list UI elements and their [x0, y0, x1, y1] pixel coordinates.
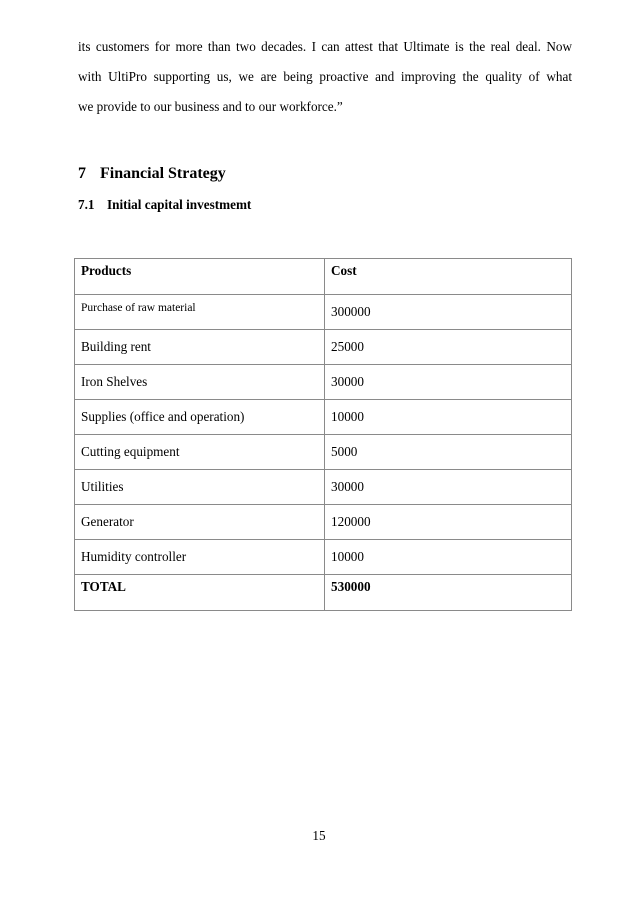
cost-cell: 300000 — [325, 295, 572, 330]
paragraph-line: its customers for more than two decades. I can attest that Ultimate is the real deal. Now — [78, 39, 572, 54]
total-label: TOTAL — [75, 575, 325, 611]
paragraph-line: we provide to our business and to our workforce.” — [78, 99, 343, 114]
table-row — [75, 295, 572, 330]
page-number: 15 — [312, 828, 326, 843]
product-cell: Purchase of raw material — [75, 295, 325, 330]
header-products: Products — [75, 259, 325, 295]
section-number: 7 — [78, 165, 86, 182]
table-row — [75, 505, 572, 540]
table-row — [75, 330, 572, 365]
cost-cell: 30000 — [325, 470, 572, 505]
product-cell: Utilities — [75, 470, 325, 505]
table-row — [75, 470, 572, 505]
table-total-row — [75, 575, 572, 611]
header-cost: Cost — [325, 259, 572, 295]
subsection-number: 7.1 — [78, 197, 95, 212]
table-row — [75, 540, 572, 575]
total-value: 530000 — [325, 575, 572, 611]
product-cell: Humidity controller — [75, 540, 325, 575]
cost-cell: 10000 — [325, 540, 572, 575]
product-cell: Building rent — [75, 330, 325, 365]
table-row — [75, 365, 572, 400]
table-row — [75, 400, 572, 435]
table-row — [75, 435, 572, 470]
capital-investment-table — [74, 258, 572, 611]
cost-cell: 120000 — [325, 505, 572, 540]
cost-cell: 5000 — [325, 435, 572, 470]
body-paragraph — [78, 32, 572, 122]
table-header-row — [75, 259, 572, 295]
section-heading — [78, 165, 226, 183]
cost-cell: 25000 — [325, 330, 572, 365]
product-cell: Iron Shelves — [75, 365, 325, 400]
product-cell: Generator — [75, 505, 325, 540]
cost-cell: 10000 — [325, 400, 572, 435]
section-title: Financial Strategy — [100, 165, 226, 182]
product-cell: Cutting equipment — [75, 435, 325, 470]
paragraph-line: with UltiPro supporting us, we are being proactive and improving the quality of what — [78, 69, 572, 84]
subsection-heading — [78, 197, 251, 213]
subsection-title: Initial capital investmemt — [107, 197, 252, 212]
product-cell: Supplies (office and operation) — [75, 400, 325, 435]
cost-cell: 30000 — [325, 365, 572, 400]
